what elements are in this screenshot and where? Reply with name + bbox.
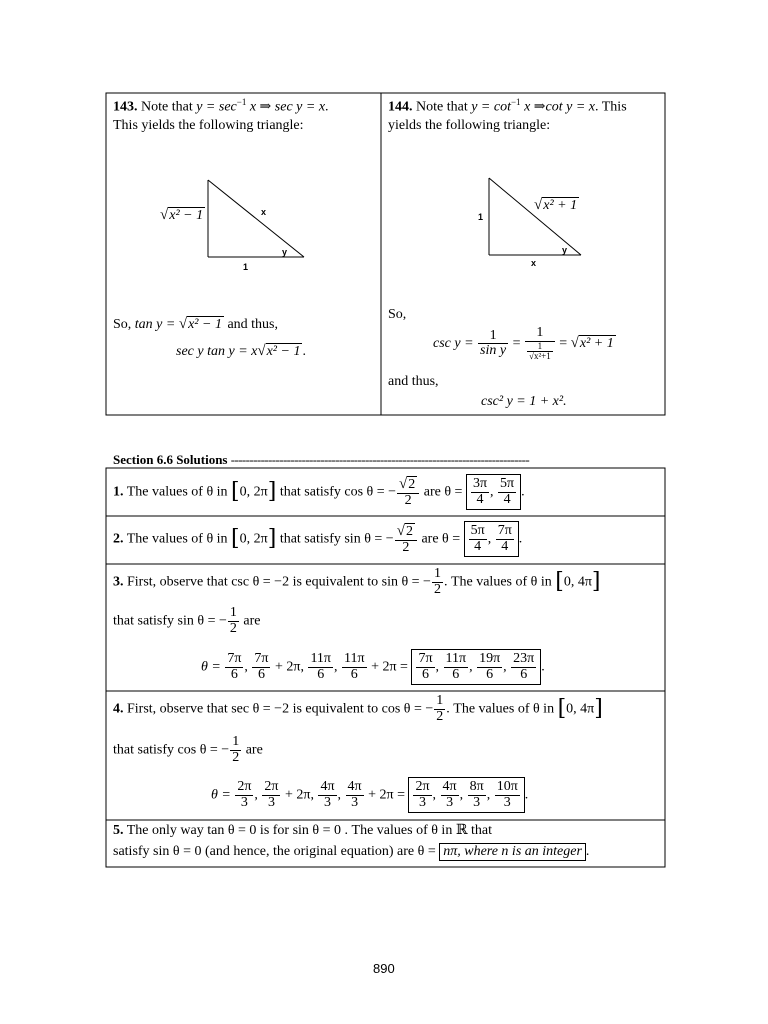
tri143-hyp-label: x xyxy=(261,207,267,217)
p144-number: 144. xyxy=(388,99,413,115)
section-title: Section 6.6 Solutions xyxy=(113,452,228,467)
solution-3-line2 xyxy=(113,606,260,636)
p144-csc2: csc² y = 1 + x². xyxy=(481,394,567,409)
p144-sup: −1 xyxy=(510,97,521,107)
s5-text-2: satisfy sin θ = 0 (and hence, the original equation) are θ = xyxy=(113,844,436,860)
section-dashes: -------------------------------------------------------------------------------- xyxy=(230,452,530,467)
s2-frac: $\frac{√2}{2}$ xyxy=(395,523,417,555)
s3-answer-box: $\frac{7\pi}{6}$ , $\frac{11\pi}{6}$ , $\frac{19\pi}{6}$ , $\frac{23\pi}{6}$ xyxy=(411,649,541,685)
p143-tan: tan y = xyxy=(134,317,176,332)
s3-number: 3. xyxy=(113,574,124,590)
tri144-radicand: x² + 1 xyxy=(543,198,578,213)
p143-line2: This yields the following triangle: xyxy=(113,118,304,133)
s2-answer-box: $\frac{5\pi}{4}$ , $\frac{7\pi}{4}$ xyxy=(464,521,519,557)
s2-number: 2. xyxy=(113,531,124,547)
p143-andthus: and thus, xyxy=(227,317,279,332)
p144-eq2: x ⇒cot y = x xyxy=(524,99,595,115)
p143-eq: y = sec xyxy=(196,99,237,115)
p144-so: So, xyxy=(388,307,407,322)
s4-text-b: . The values of θ in xyxy=(446,701,555,717)
p143-text: Note that xyxy=(141,99,193,115)
p144-line1 xyxy=(388,97,627,116)
p144-line2: yields the following triangle: xyxy=(388,118,551,133)
p143-so: So, xyxy=(113,317,132,332)
s1-number: 1. xyxy=(113,484,124,500)
p143-number: 143. xyxy=(113,99,138,115)
tri143-leg-label: √x² − 1 xyxy=(160,207,204,223)
solution-4-line2 xyxy=(113,735,263,765)
p144-andthus: and thus, xyxy=(388,374,439,389)
s3-text-b: . The values of θ in xyxy=(443,574,552,590)
tri144-leg-label: 1 xyxy=(478,212,484,222)
s3-interval: 0, 4π xyxy=(563,574,592,590)
solution-5-line2: satisfy sin θ = 0 (and hence, the original equation) are θ = nπ, where n is an integer . xyxy=(113,844,590,860)
s5-answer-box: nπ, where n is an integer xyxy=(439,843,586,861)
solution-1: 1. The values of θ in [0, 2π] that satisfy cos θ = − $\frac{√2}{2}$ are θ = $\frac{3\pi}{4}$ , $\frac{5\pi}{4}$ . xyxy=(113,474,525,510)
s4-text-d: are xyxy=(245,742,263,758)
s4-text-a: First, observe that sec θ = −2 is equivalent to cos θ = − xyxy=(127,701,434,717)
s3-text-a: First, observe that csc θ = −2 is equivalent to sin θ = − xyxy=(127,574,431,590)
s5-text-1: The only way tan θ = 0 is for sin θ = 0 . The values of θ in ℝ that xyxy=(126,823,492,838)
s4-number: 4. xyxy=(113,701,124,717)
p144-csc-line: csc y = $\frac{1}{\text{sin y}}$ = $\frac{1}{\frac{1}{\text{√x²+1}}}$ = √x² + 1 xyxy=(433,325,614,362)
s3-text-c: that satisfy sin θ = − xyxy=(113,613,227,629)
s3-text-d: are xyxy=(243,613,261,629)
p144-csc-rad: x² + 1 xyxy=(579,336,614,351)
tri144-hyp-label: √x² + 1 xyxy=(534,197,578,213)
s1-frac: $\frac{√2}{2}$ xyxy=(397,476,419,508)
s2-interval: 0, 2π xyxy=(239,531,268,547)
s3-theta: θ = xyxy=(201,659,221,675)
s2-text-b: that satisfy sin θ = − xyxy=(279,531,394,547)
p144-csc-lhs: csc y = xyxy=(433,336,474,351)
s5-number: 5. xyxy=(113,823,124,838)
p143-sup: −1 xyxy=(236,97,247,107)
top-table-lines xyxy=(0,0,768,430)
s3-half: $\frac{1}{2}$ xyxy=(433,566,441,597)
p143-eq2: x ⇒ sec y = x xyxy=(249,99,326,115)
p144-this: . This xyxy=(595,99,627,115)
p143-so-line: So, tan y = √x² − 1 and thus, xyxy=(113,316,279,332)
s1-answer-box: $\frac{3\pi}{4}$ , $\frac{5\pi}{4}$ xyxy=(466,474,521,510)
triangle-143-diagram xyxy=(208,180,304,257)
p144-frac2: $\frac{1}{\frac{1}{\text{√x²+1}}}$ xyxy=(525,326,555,362)
s2-text-c: are θ = xyxy=(421,531,461,547)
tri144-base-label: x xyxy=(531,258,537,268)
p143-sec-line: sec y tan y = x√x² − 1 . xyxy=(176,343,306,359)
solution-3-line3: θ = $\frac{7\pi}{6}$ , $\frac{7\pi}{6}$ + 2π, $\frac{11\pi}{6}$ , $\frac{11\pi}{6}$ + 2π = $\frac{7\pi}{6}$ , $\frac{11\pi}{6}$ , $\frac{19\pi}{6}$ , $\frac{23\pi}{6}$ . xyxy=(201,649,545,685)
tri144-angle-label: y xyxy=(562,245,568,255)
solution-2: 2. The values of θ in [0, 2π] that satisfy sin θ = − $\frac{√2}{2}$ are θ = $\frac{5\pi}{4}$ , $\frac{7\pi}{4}$ . xyxy=(113,521,522,557)
p143-tan-rad: x² − 1 xyxy=(188,317,222,332)
p143-sec-rad: x² − 1 xyxy=(266,344,301,359)
s4-theta: θ = xyxy=(211,787,231,803)
page-number: 890 xyxy=(373,961,395,976)
s4-text-c: that satisfy cos θ = − xyxy=(113,742,230,758)
triangle-144-diagram xyxy=(489,178,581,255)
s4-half2: $\frac{1}{2}$ xyxy=(232,734,240,765)
solution-5-line1 xyxy=(113,822,492,839)
p144-frac1: $\frac{1}{\text{sin y}}$ xyxy=(480,327,507,359)
s2-text-a: The values of θ in xyxy=(126,531,228,547)
tri143-base-label: 1 xyxy=(243,262,249,272)
solution-4-line1: 4. First, observe that sec θ = −2 is equivalent to cos θ = − $\frac{1}{2}$ . The values of θ in [0, 4π] xyxy=(113,693,603,724)
p143-line1: 143. Note that $y = \sec^{-1} x$ ⇒ sec y = x. xyxy=(113,97,329,115)
p143-sec: sec y tan y = x xyxy=(176,344,258,359)
tri143-radicand: x² − 1 xyxy=(169,208,204,223)
p144-eq: y = cot xyxy=(471,99,511,115)
tri143-angle-label: y xyxy=(282,247,288,257)
s1-text-b: that satisfy cos θ = − xyxy=(279,484,397,500)
s1-text-a: The values of θ in xyxy=(126,484,228,500)
s1-text-c: are θ = xyxy=(423,484,463,500)
s4-half: $\frac{1}{2}$ xyxy=(436,693,444,724)
p144-text: Note that xyxy=(416,99,468,115)
s4-interval: 0, 4π xyxy=(566,701,595,717)
s1-interval: 0, 2π xyxy=(239,484,268,500)
solution-4-line3: θ = $\frac{2\pi}{3}$ , $\frac{2\pi}{3}$ + 2π, $\frac{4\pi}{3}$ , $\frac{4\pi}{3}$ + 2π = $\frac{2\pi}{3}$ , $\frac{4\pi}{3}$ , $\frac{8\pi}{3}$ , $\frac{10\pi}{3}$ . xyxy=(211,777,528,813)
solution-3-line1: 3. First, observe that csc θ = −2 is equivalent to sin θ = − $\frac{1}{2}$ . The values of θ in [0, 4π] xyxy=(113,566,601,597)
s4-answer-box: $\frac{2\pi}{3}$ , $\frac{4\pi}{3}$ , $\frac{8\pi}{3}$ , $\frac{10\pi}{3}$ xyxy=(408,777,524,813)
s3-half2: $\frac{1}{2}$ xyxy=(229,605,237,636)
